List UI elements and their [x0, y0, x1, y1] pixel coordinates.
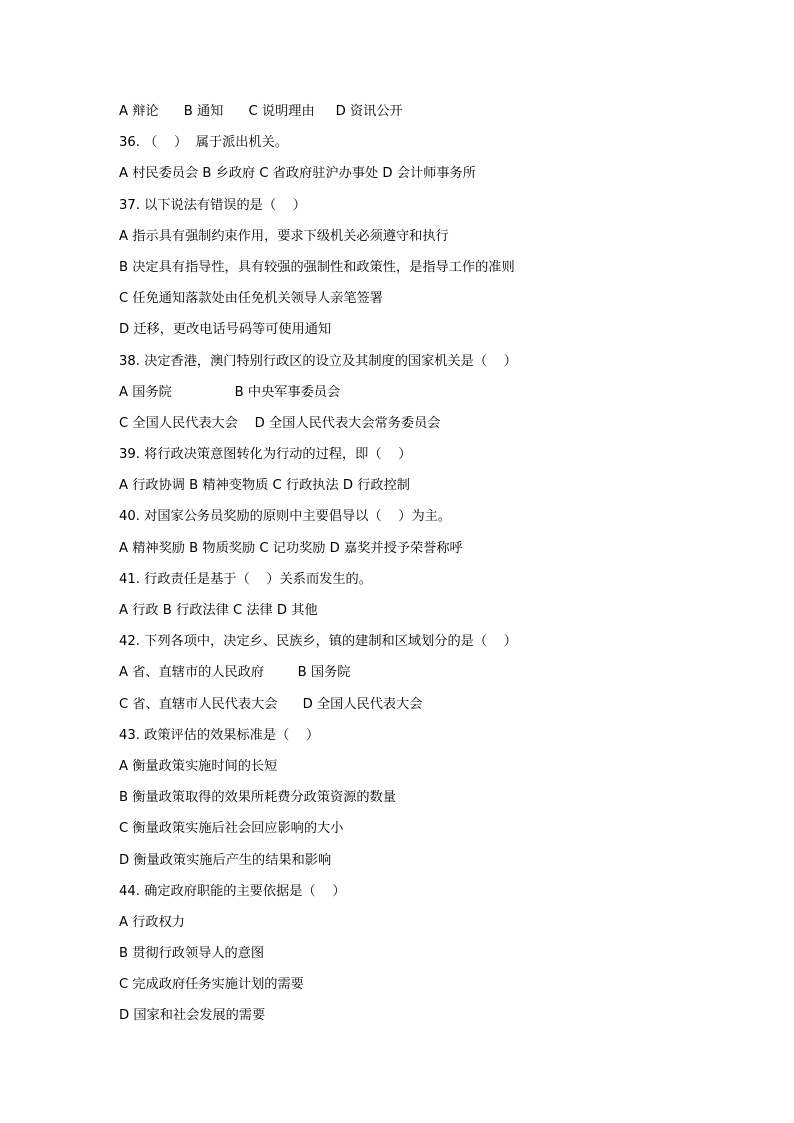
- q39-options: A 行政协调 B 精神变物质 C 行政执法 D 行政控制: [119, 478, 410, 494]
- q37-option-c: C 任免通知落款处由任免机关领导人亲笔签署: [119, 291, 383, 307]
- q43-option-a: A 衡量政策实施时间的长短: [119, 758, 278, 774]
- q38-options-cd: C 全国人民代表大会 D 全国人民代表大会常务委员会: [119, 415, 441, 431]
- q44-option-c: C 完成政府任务实施计划的需要: [119, 977, 304, 993]
- q43-option-d: D 衡量政策实施后产生的结果和影响: [119, 852, 332, 868]
- q42-stem: 42. 下列各项中，决定乡、民族乡，镇的建制和区域划分的是（ ）: [119, 634, 517, 650]
- q37-option-a: A 指示具有强制约束作用，要求下级机关必须遵守和执行: [119, 228, 449, 244]
- q37-option-b: B 决定具有指导性，具有较强的强制性和政策性，是指导工作的准则: [119, 259, 515, 275]
- q37-stem: 37. 以下说法有错误的是（ ）: [119, 197, 306, 213]
- q42-options-cd: C 省、直辖市人民代表大会 D 全国人民代表大会: [119, 696, 423, 712]
- q38-stem: 38. 决定香港，澳门特别行政区的设立及其制度的国家机关是（ ）: [119, 353, 517, 369]
- q41-stem: 41. 行政责任是基于（ ）关系而发生的。: [119, 571, 372, 587]
- question-list: [119, 101, 679, 1037]
- q43-option-c: C 衡量政策实施后社会回应影响的大小: [119, 821, 344, 837]
- q42-options-ab: A 省、直辖市的人民政府 B 国务院: [119, 665, 351, 681]
- q35-options: A 辩论 B 通知 C 说明理由 D 资讯公开: [119, 104, 403, 119]
- q36-options: A 村民委员会 B 乡政府 C 省政府驻沪办事处 D 会计师事务所: [119, 166, 476, 182]
- q39-stem: 39. 将行政决策意图转化为行动的过程，即（ ）: [119, 447, 412, 463]
- q44-stem: 44. 确定政府职能的主要依据是（ ）: [119, 883, 346, 899]
- q36-stem: 36. （ ） 属于派出机关。: [119, 135, 289, 151]
- q37-option-d: D 迁移，更改电话号码等可使用通知: [119, 322, 332, 338]
- q38-options-ab: A 国务院 B 中央军事委员会: [119, 384, 341, 400]
- q44-option-b: B 贯彻行政领导人的意图: [119, 946, 265, 962]
- q44-option-a: A 行政权力: [119, 914, 185, 930]
- q40-stem: 40. 对国家公务员奖励的原则中主要倡导以（ ）为主。: [119, 509, 452, 525]
- q43-stem: 43. 政策评估的效果标准是（ ）: [119, 727, 320, 743]
- q43-option-b: B 衡量政策取得的效果所耗费分政策资源的数量: [119, 790, 396, 806]
- q44-option-d: D 国家和社会发展的需要: [119, 1008, 266, 1024]
- q40-options: A 精神奖励 B 物质奖励 C 记功奖励 D 嘉奖并授予荣誉称呼: [119, 540, 463, 556]
- q41-options: A 行政 B 行政法律 C 法律 D 其他: [119, 603, 318, 618]
